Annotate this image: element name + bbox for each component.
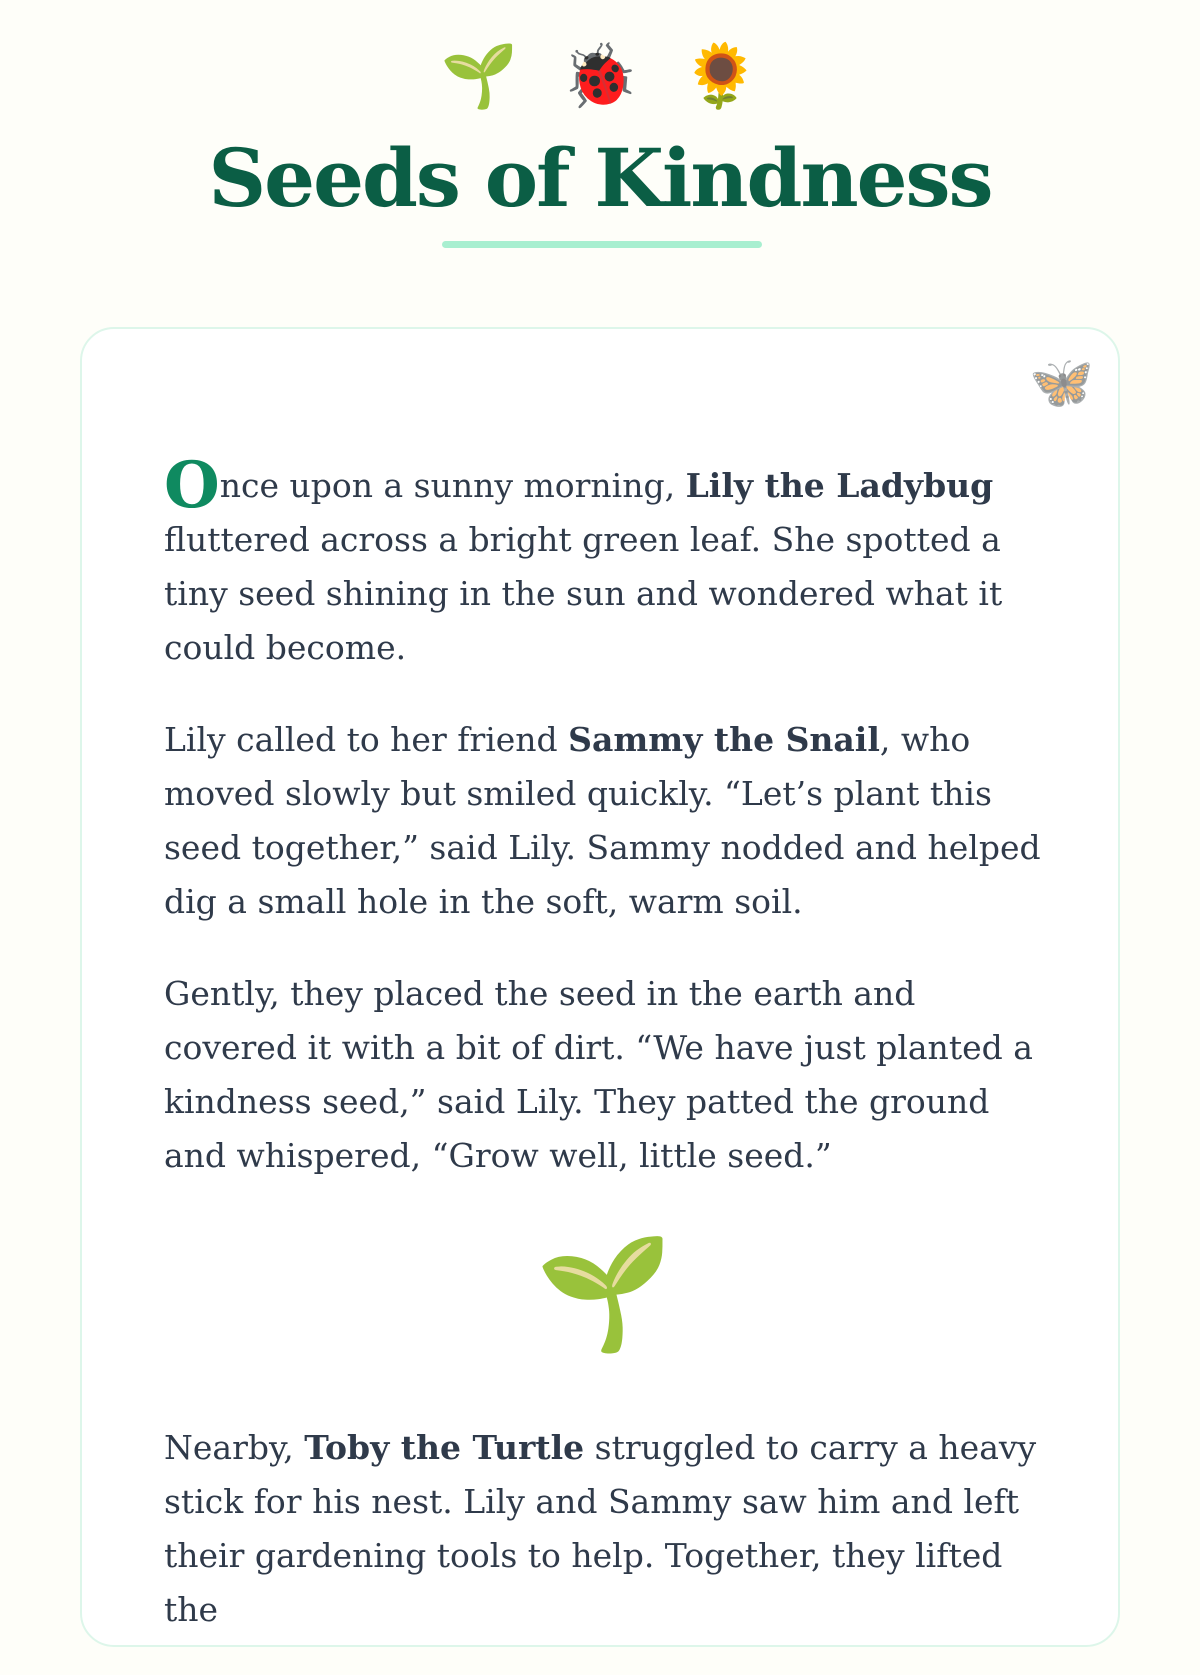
ladybug-icon: 🐞	[561, 39, 639, 112]
character-lily: Lily the Ladybug	[685, 466, 994, 505]
paragraph-4-intro: Nearby,	[164, 1428, 305, 1467]
paragraph-2-rest: , who moved slowly but smiled quickly. “Let’s plant this seed together,” said Lily. Sammy nodded and helped dig a small hole in the soft, warm soil.	[164, 720, 1041, 921]
character-toby: Toby the Turtle	[304, 1428, 585, 1467]
page-title: Seeds of Kindness	[208, 131, 992, 225]
title-underline	[442, 241, 762, 248]
story-text	[164, 448, 1044, 1675]
paragraph-4-rest: struggled to carry a heavy stick for his nest. Lily and Sammy saw him and left their gardening tools to help. Together, they lifted the	[164, 1428, 1037, 1629]
story-header	[0, 0, 1200, 300]
paragraph-1-intro: nce upon a sunny morning,	[219, 466, 686, 505]
story-paragraph-2	[164, 713, 1044, 929]
story-paragraph-4	[164, 1421, 1044, 1637]
story-paragraph-3: Gently, they placed the seed in the earth and covered it with a bit of dirt. “We have just planted a kindness seed,” said Lily. They patted the ground and whispered, “Grow well, little seed.”	[164, 974, 1033, 1175]
paragraph-1-rest: fluttered across a bright green leaf. She spotted a tiny seed shining in the sun and wondered what it could become.	[164, 520, 1003, 667]
sunflower-icon: 🌻	[682, 39, 760, 112]
character-sammy: Sammy the Snail	[568, 720, 880, 759]
story-card	[80, 327, 1120, 1647]
story-paragraph-1	[164, 448, 1044, 675]
seedling-icon: 🌱	[440, 39, 518, 112]
butterfly-icon: 🦋	[1029, 353, 1094, 413]
paragraph-2-intro: Lily called to her friend	[164, 720, 569, 759]
drop-cap: O	[164, 448, 220, 523]
sprout-divider-icon: 🌱	[535, 1229, 673, 1357]
header-icon-row	[0, 38, 1200, 114]
